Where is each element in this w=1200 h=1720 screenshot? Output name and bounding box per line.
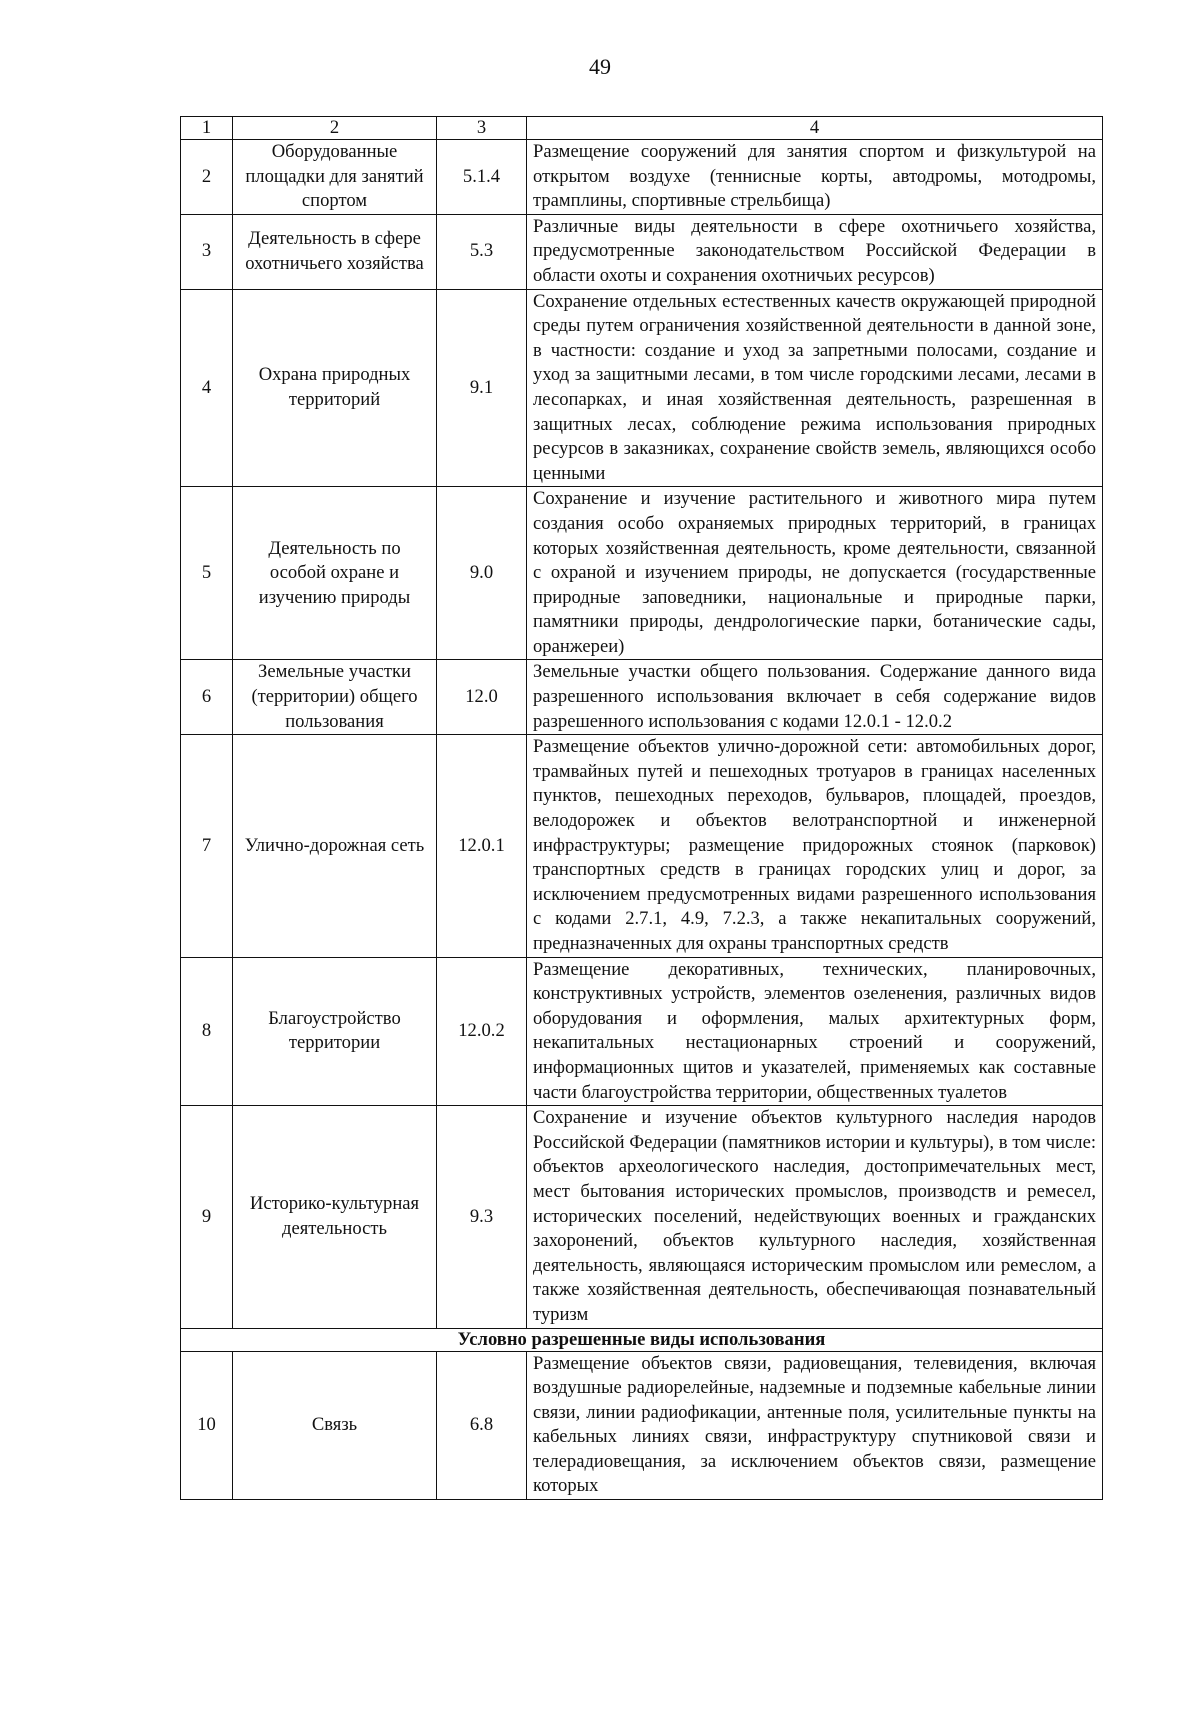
use-type-code: 5.3 <box>437 214 527 289</box>
row-number: 6 <box>181 660 233 735</box>
use-type-code: 5.1.4 <box>437 140 527 215</box>
use-type-description: Размещение объектов связи, радиовещания, телевидения, включая воздушные радиорелейные, надземные и подземные кабельные линии связи, линии радиофикации, антенные поля, усилительные пункты на кабельных линиях связи, инфраструктуру спутниковой связи и телерадиовещания, за исключением объектов связи, размещение которых <box>527 1351 1103 1500</box>
use-type-name: Улично-дорожная сеть <box>233 735 437 957</box>
use-type-name: Охрана природных территорий <box>233 289 437 487</box>
table-row <box>181 214 1103 289</box>
table-header-row <box>181 117 1103 140</box>
section-heading-row <box>181 1328 1103 1351</box>
table-row <box>181 957 1103 1106</box>
row-number: 4 <box>181 289 233 487</box>
column-header-2: 2 <box>233 117 437 140</box>
row-number: 10 <box>181 1351 233 1500</box>
table-row <box>181 660 1103 735</box>
use-type-name: Связь <box>233 1351 437 1500</box>
table-row <box>181 1106 1103 1328</box>
use-type-description: Размещение сооружений для занятия спортом и физкультурой на открытом воздухе (теннисные корты, автодромы, мотодромы, трамплины, спортивные стрельбища) <box>527 140 1103 215</box>
use-type-description: Сохранение отдельных естественных качеств окружающей природной среды путем ограничения хозяйственной деятельности в данной зоне, в частности: создание и уход за запретными полосами, создание и уход за защитными лесами, в том числе городскими лесами, лесами в лесопарках, и иная хозяйственная деятельность, разрешенная в защитных лесах, соблюдение режима использования природных ресурсов в заказниках, сохранение свойств земель, являющихся особо ценными <box>527 289 1103 487</box>
table-row <box>181 1351 1103 1500</box>
land-use-table <box>180 116 1103 1500</box>
row-number: 9 <box>181 1106 233 1328</box>
use-type-code: 9.1 <box>437 289 527 487</box>
column-header-4: 4 <box>527 117 1103 140</box>
use-type-description: Сохранение и изучение объектов культурного наследия народов Российской Федерации (памятников истории и культуры), в том числе: объектов археологического наследия, достопримечательных мест, мест бытования исторических промыслов, производств и ремесел, исторических поселений, недействующих военных и гражданских захоронений, объектов культурного наследия, хозяйственная деятельность, являющаяся историческим промыслом или ремеслом, а также хозяйственная деятельность, обеспечивающая познавательный туризм <box>527 1106 1103 1328</box>
use-type-name: Земельные участки (территории) общего пользования <box>233 660 437 735</box>
row-number: 2 <box>181 140 233 215</box>
use-type-code: 12.0 <box>437 660 527 735</box>
row-number: 7 <box>181 735 233 957</box>
use-type-code: 9.0 <box>437 487 527 660</box>
table-row <box>181 289 1103 487</box>
column-header-1: 1 <box>181 117 233 140</box>
use-type-description: Различные виды деятельности в сфере охотничьего хозяйства, предусмотренные законодательством Российской Федерации в области охоты и сохранения охотничьих ресурсов) <box>527 214 1103 289</box>
section-heading: Условно разрешенные виды использования <box>181 1328 1103 1351</box>
table-row <box>181 735 1103 957</box>
row-number: 8 <box>181 957 233 1106</box>
use-type-description: Сохранение и изучение растительного и животного мира путем создания особо охраняемых природных территорий, в границах которых хозяйственная деятельность, кроме деятельности, связанной с охраной и изучением природы, не допускается (государственные природные заповедники, национальные и природные парки, памятники природы, дендрологические парки, ботанические сады, оранжереи) <box>527 487 1103 660</box>
table-row <box>181 487 1103 660</box>
use-type-name: Деятельность по особой охране и изучению природы <box>233 487 437 660</box>
use-type-description: Размещение декоративных, технических, планировочных, конструктивных устройств, элементов озеленения, различных видов оборудования и оформления, малых архитектурных форм, некапитальных нестационарных строений и сооружений, информационных щитов и указателей, применяемых как составные части благоустройства территории, общественных туалетов <box>527 957 1103 1106</box>
use-type-description: Земельные участки общего пользования. Содержание данного вида разрешенного использования включает в себя содержание видов разрешенного использования с кодами 12.0.1 - 12.0.2 <box>527 660 1103 735</box>
use-type-name: Историко-культурная деятельность <box>233 1106 437 1328</box>
use-type-code: 12.0.2 <box>437 957 527 1106</box>
use-type-name: Деятельность в сфере охотничьего хозяйства <box>233 214 437 289</box>
use-type-name: Оборудованные площадки для занятий спортом <box>233 140 437 215</box>
use-type-code: 9.3 <box>437 1106 527 1328</box>
table-row <box>181 140 1103 215</box>
use-type-code: 12.0.1 <box>437 735 527 957</box>
use-type-code: 6.8 <box>437 1351 527 1500</box>
page-number: 49 <box>589 54 611 79</box>
use-type-name: Благоустройство территории <box>233 957 437 1106</box>
use-type-description: Размещение объектов улично-дорожной сети: автомобильных дорог, трамвайных путей и пешеходных тротуаров в границах населенных пунктов, пешеходных переходов, бульваров, площадей, проездов, велодорожек и объектов велотранспортной и инженерной инфраструктуры; размещение придорожных стоянок (парковок) транспортных средств в границах городских улиц и дорог, за исключением предусмотренных видами разрешенного использования с кодами 2.7.1, 4.9, 7.2.3, а также некапитальных сооружений, предназначенных для охраны транспортных средств <box>527 735 1103 957</box>
column-header-3: 3 <box>437 117 527 140</box>
row-number: 3 <box>181 214 233 289</box>
row-number: 5 <box>181 487 233 660</box>
